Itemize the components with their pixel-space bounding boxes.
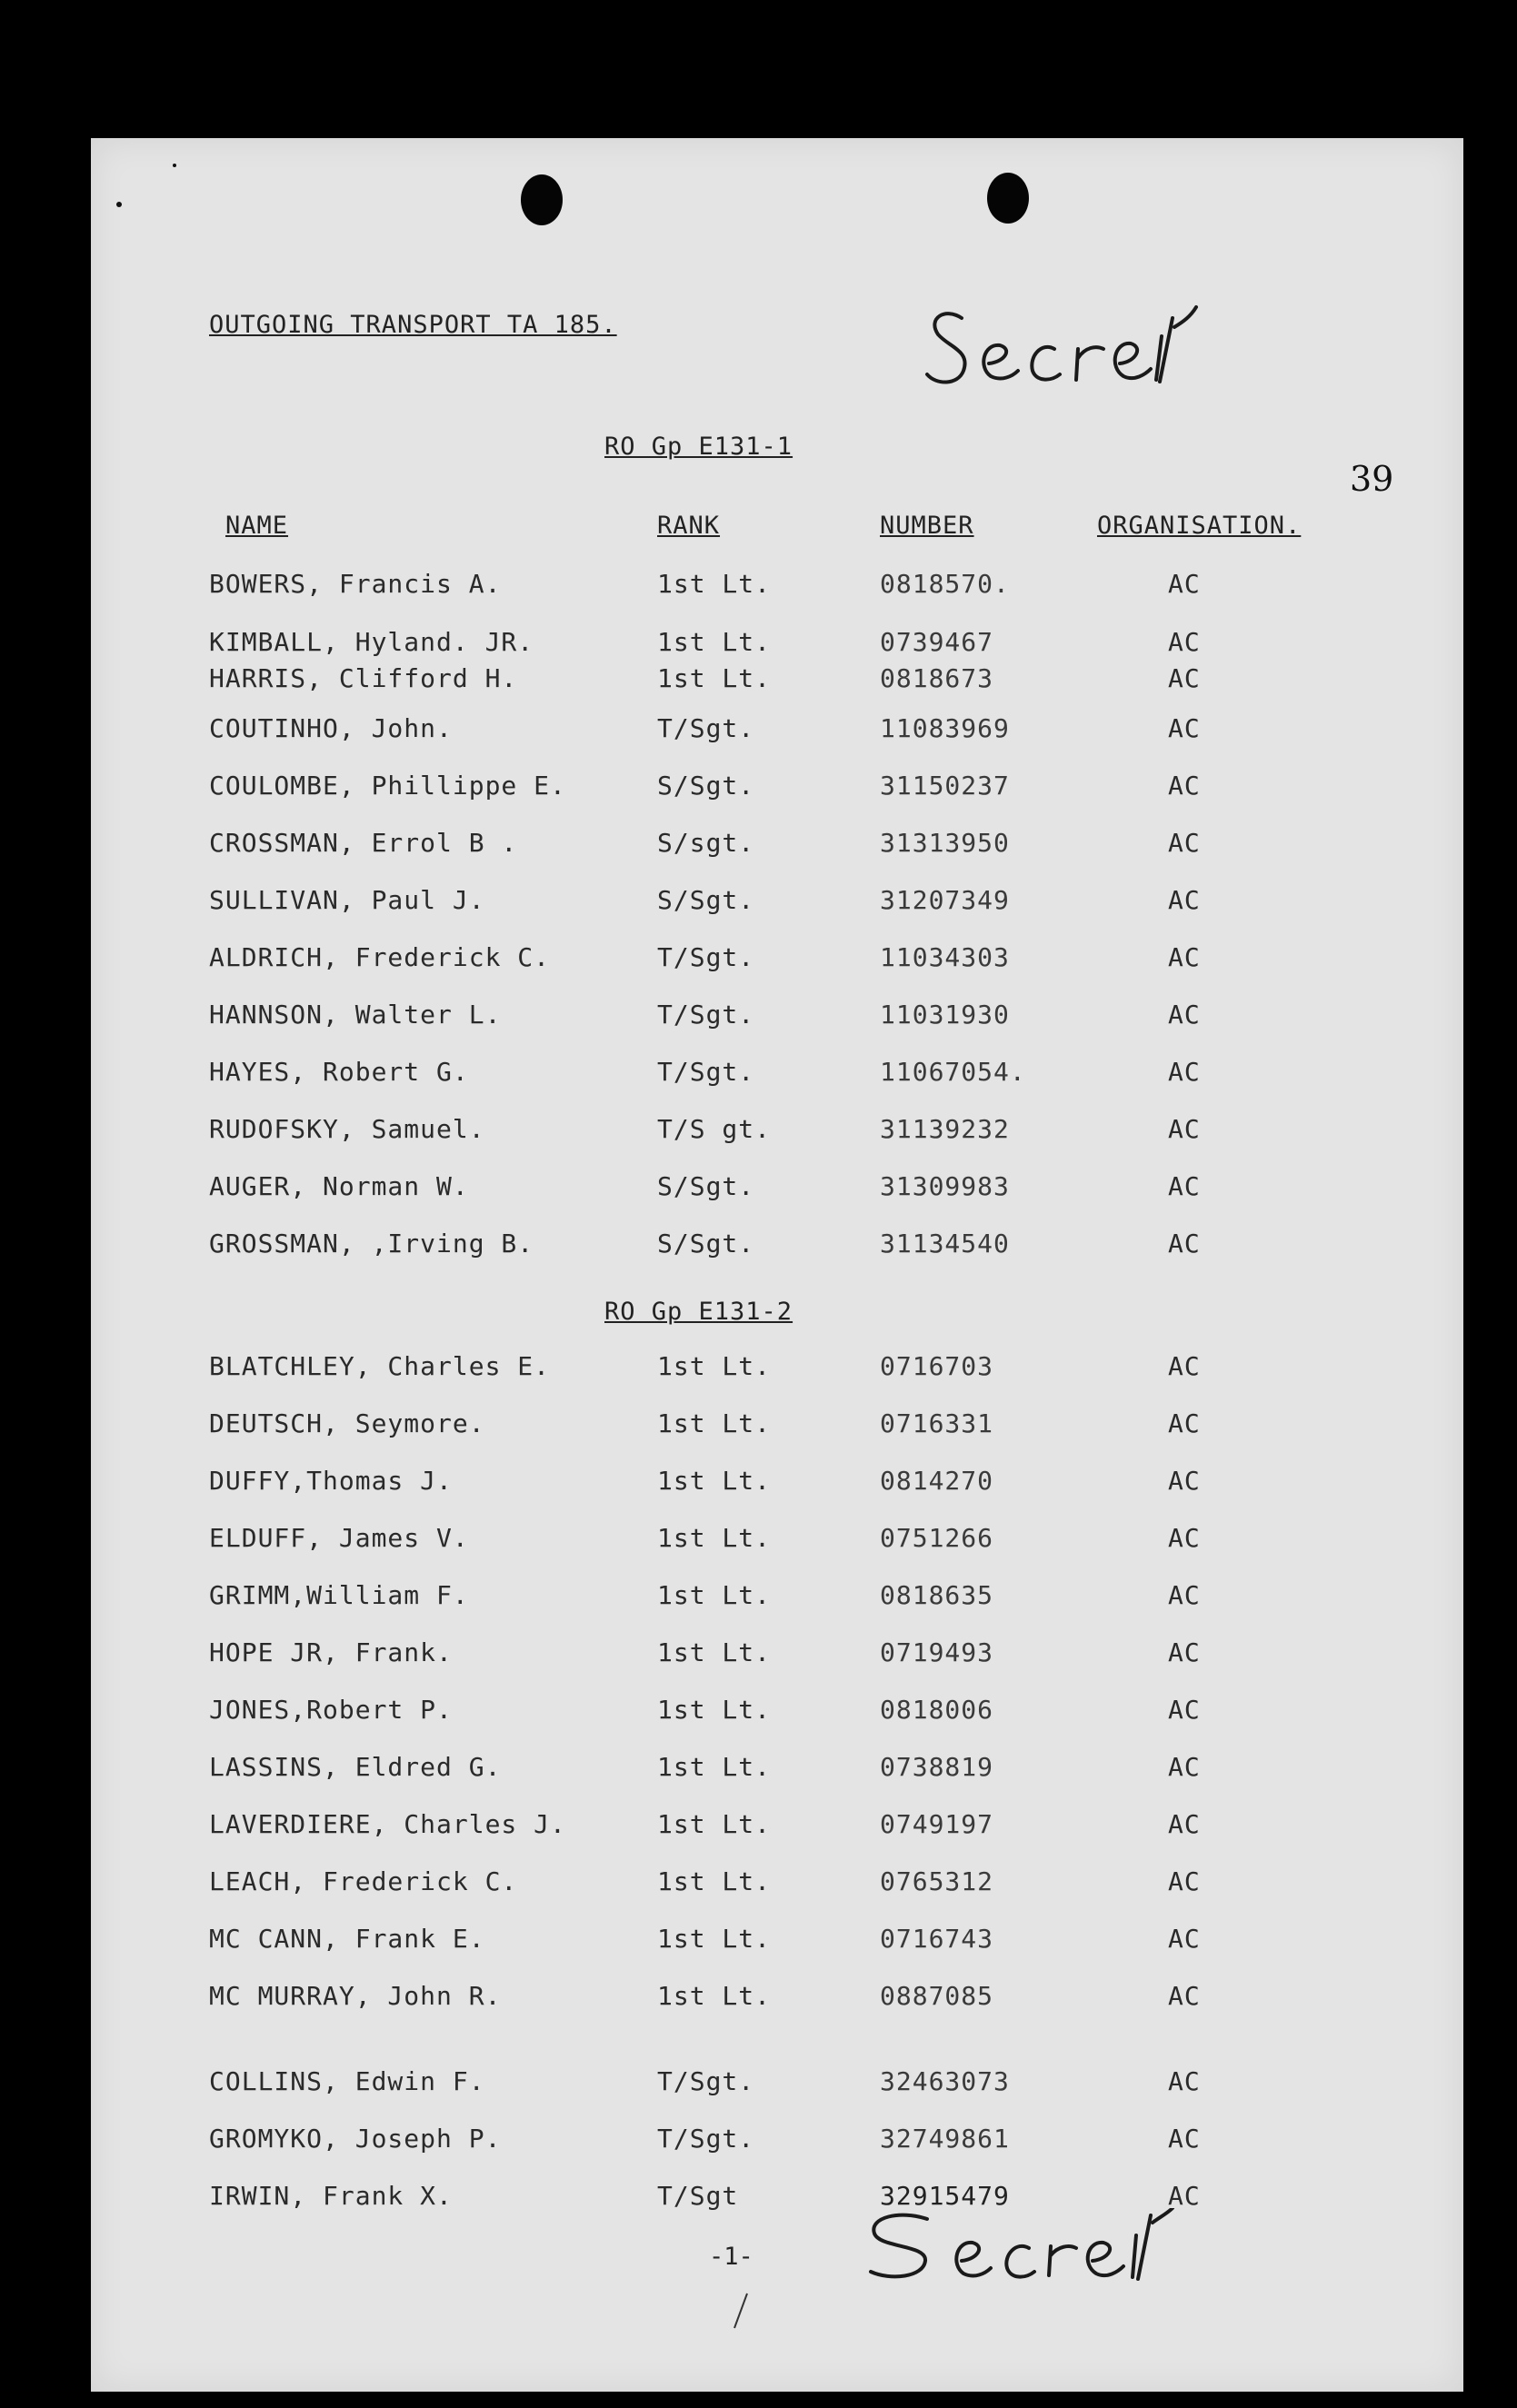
number-cell: 0818635 [880, 1580, 994, 1610]
organisation-cell: AC [1168, 713, 1201, 743]
rank-cell: 1st Lt. [657, 1695, 772, 1725]
organisation-cell: AC [1168, 771, 1201, 801]
rank-cell: 1st Lt. [657, 1351, 772, 1381]
punch-hole-right [987, 173, 1029, 224]
number-cell: 11034303 [880, 942, 1010, 972]
rank-cell: 1st Lt. [657, 1580, 772, 1610]
number-cell: 31313950 [880, 828, 1010, 858]
organisation-cell: AC [1168, 1408, 1201, 1438]
number-cell: 31150237 [880, 771, 1010, 801]
name-cell: ALDRICH, Frederick C. [209, 942, 551, 972]
table-row [0, 1981, 1517, 2017]
organisation-cell: AC [1168, 1229, 1201, 1259]
table-row [0, 1752, 1517, 1788]
rank-cell: T/Sgt. [657, 713, 755, 743]
number-cell: 0814270 [880, 1466, 994, 1496]
page-number: 39 [1350, 459, 1394, 499]
pencil-stroke-mark [727, 2290, 754, 2335]
name-cell: HANNSON, Walter L. [209, 1000, 502, 1030]
name-cell: GRIMM,William F. [209, 1580, 469, 1610]
rank-cell: S/Sgt. [657, 1171, 755, 1201]
name-cell: BLATCHLEY, Charles E. [209, 1351, 551, 1381]
table-row [0, 1466, 1517, 1502]
name-cell: GROSSMAN, ,Irving B. [209, 1229, 534, 1259]
name-cell: HOPE JR, Frank. [209, 1637, 453, 1667]
organisation-cell: AC [1168, 1752, 1201, 1782]
table-row [0, 1171, 1517, 1208]
organisation-cell: AC [1168, 1523, 1201, 1553]
column-header-rank: RANK [657, 512, 721, 540]
number-cell: 31309983 [880, 1171, 1010, 1201]
number-cell: 0751266 [880, 1523, 994, 1553]
organisation-cell: AC [1168, 2181, 1201, 2211]
table-row [0, 885, 1517, 921]
table-row [0, 1351, 1517, 1388]
name-cell: DUFFY,Thomas J. [209, 1466, 453, 1496]
name-cell: MC MURRAY, John R. [209, 1981, 502, 2011]
number-cell: 0716703 [880, 1351, 994, 1381]
organisation-cell: AC [1168, 1171, 1201, 1201]
table-row [0, 1695, 1517, 1731]
number-cell: 0818006 [880, 1695, 994, 1725]
rank-cell: S/sgt. [657, 828, 755, 858]
organisation-cell: AC [1168, 1466, 1201, 1496]
number-cell: 11083969 [880, 713, 1010, 743]
table-row [0, 1580, 1517, 1617]
rank-cell: 1st Lt. [657, 1981, 772, 2011]
rank-cell: S/Sgt. [657, 1229, 755, 1259]
number-cell: 0739467 [880, 627, 994, 657]
name-cell: ELDUFF, James V. [209, 1523, 469, 1553]
rank-cell: T/Sgt. [657, 2124, 755, 2154]
organisation-cell: AC [1168, 2066, 1201, 2096]
table-row [0, 771, 1517, 807]
table-row [0, 1000, 1517, 1036]
secret-handwritten-stamp-top [918, 291, 1263, 409]
rank-cell: 1st Lt. [657, 663, 772, 693]
organisation-cell: AC [1168, 1000, 1201, 1030]
name-cell: JONES,Robert P. [209, 1695, 453, 1725]
column-header-number: NUMBER [880, 512, 974, 540]
organisation-cell: AC [1168, 663, 1201, 693]
name-cell: SULLIVAN, Paul J. [209, 885, 485, 915]
punch-hole-left [521, 174, 563, 225]
organisation-cell: AC [1168, 1351, 1201, 1381]
number-cell: 0738819 [880, 1752, 994, 1782]
number-cell: 0716743 [880, 1924, 994, 1954]
group-heading-1: RO Gp E131-1 [604, 433, 793, 461]
name-cell: CROSSMAN, Errol B . [209, 828, 518, 858]
rank-cell: S/Sgt. [657, 885, 755, 915]
table-row [0, 1114, 1517, 1150]
organisation-cell: AC [1168, 885, 1201, 915]
number-cell: 0818673 [880, 663, 994, 693]
table-row [0, 1637, 1517, 1674]
footer-page-number: -1- [709, 2243, 754, 2271]
name-cell: AUGER, Norman W. [209, 1171, 469, 1201]
name-cell: IRWIN, Frank X. [209, 2181, 453, 2211]
rank-cell: T/Sgt. [657, 2066, 755, 2096]
table-row [0, 1229, 1517, 1265]
name-cell: DEUTSCH, Seymore. [209, 1408, 485, 1438]
table-row [0, 942, 1517, 979]
rank-cell: 1st Lt. [657, 1924, 772, 1954]
column-header-organisation: ORGANISATION. [1097, 512, 1302, 540]
rank-cell: S/Sgt. [657, 771, 755, 801]
name-cell: HAYES, Robert G. [209, 1057, 469, 1087]
speck-mark [116, 202, 122, 207]
organisation-cell: AC [1168, 1695, 1201, 1725]
name-cell: LEACH, Frederick C. [209, 1866, 518, 1896]
number-cell: 0765312 [880, 1866, 994, 1896]
organisation-cell: AC [1168, 1866, 1201, 1896]
organisation-cell: AC [1168, 1057, 1201, 1087]
rank-cell: 1st Lt. [657, 1637, 772, 1667]
number-cell: 31139232 [880, 1114, 1010, 1144]
number-cell: 0818570. [880, 569, 1010, 599]
organisation-cell: AC [1168, 828, 1201, 858]
rank-cell: 1st Lt. [657, 1408, 772, 1438]
name-cell: KIMBALL, Hyland. JR. [209, 627, 534, 657]
organisation-cell: AC [1168, 569, 1201, 599]
name-cell: HARRIS, Clifford H. [209, 663, 518, 693]
rank-cell: 1st Lt. [657, 1866, 772, 1896]
table-row [0, 1408, 1517, 1445]
organisation-cell: AC [1168, 1809, 1201, 1839]
number-cell: 32749861 [880, 2124, 1010, 2154]
organisation-cell: AC [1168, 1924, 1201, 1954]
name-cell: COUTINHO, John. [209, 713, 453, 743]
number-cell: 32463073 [880, 2066, 1010, 2096]
rank-cell: 1st Lt. [657, 1466, 772, 1496]
name-cell: LASSINS, Eldred G. [209, 1752, 502, 1782]
table-row [0, 2181, 1517, 2217]
speck-mark [173, 164, 176, 167]
name-cell: MC CANN, Frank E. [209, 1924, 485, 1954]
rank-cell: 1st Lt. [657, 1752, 772, 1782]
rank-cell: 1st Lt. [657, 1809, 772, 1839]
rank-cell: 1st Lt. [657, 1523, 772, 1553]
rank-cell: T/Sgt [657, 2181, 739, 2211]
organisation-cell: AC [1168, 1580, 1201, 1610]
name-cell: COULOMBE, Phillippe E. [209, 771, 566, 801]
table-row [0, 1057, 1517, 1093]
name-cell: RUDOFSKY, Samuel. [209, 1114, 485, 1144]
table-row [0, 2124, 1517, 2160]
rank-cell: T/Sgt. [657, 1057, 755, 1087]
table-row [0, 1523, 1517, 1559]
number-cell: 11031930 [880, 1000, 1010, 1030]
table-row [0, 663, 1517, 700]
number-cell: 31134540 [880, 1229, 1010, 1259]
rank-cell: T/Sgt. [657, 942, 755, 972]
document-page [91, 138, 1463, 2392]
name-cell: LAVERDIERE, Charles J. [209, 1809, 566, 1839]
organisation-cell: AC [1168, 627, 1201, 657]
organisation-cell: AC [1168, 1114, 1201, 1144]
number-cell: 0749197 [880, 1809, 994, 1839]
secret-handwritten-stamp-bottom [863, 2208, 1245, 2290]
table-row [0, 627, 1517, 663]
rank-cell: 1st Lt. [657, 627, 772, 657]
table-row [0, 1866, 1517, 1903]
number-cell: 0887085 [880, 1981, 994, 2011]
rank-cell: T/S gt. [657, 1114, 772, 1144]
name-cell: GROMYKO, Joseph P. [209, 2124, 502, 2154]
number-cell: 0719493 [880, 1637, 994, 1667]
number-cell: 31207349 [880, 885, 1010, 915]
number-cell: 0716331 [880, 1408, 994, 1438]
table-row [0, 713, 1517, 750]
number-cell: 32915479 [880, 2181, 1010, 2211]
name-cell: BOWERS, Francis A. [209, 569, 502, 599]
document-title: OUTGOING TRANSPORT TA 185. [209, 311, 617, 339]
table-row [0, 828, 1517, 864]
rank-cell: T/Sgt. [657, 1000, 755, 1030]
organisation-cell: AC [1168, 1637, 1201, 1667]
column-header-name: NAME [225, 512, 289, 540]
number-cell: 11067054. [880, 1057, 1026, 1087]
rank-cell: 1st Lt. [657, 569, 772, 599]
group-heading-2: RO Gp E131-2 [604, 1298, 793, 1326]
table-row [0, 1809, 1517, 1846]
table-row [0, 2066, 1517, 2103]
name-cell: COLLINS, Edwin F. [209, 2066, 485, 2096]
organisation-cell: AC [1168, 942, 1201, 972]
table-row [0, 569, 1517, 605]
organisation-cell: AC [1168, 2124, 1201, 2154]
table-row [0, 1924, 1517, 1960]
organisation-cell: AC [1168, 1981, 1201, 2011]
